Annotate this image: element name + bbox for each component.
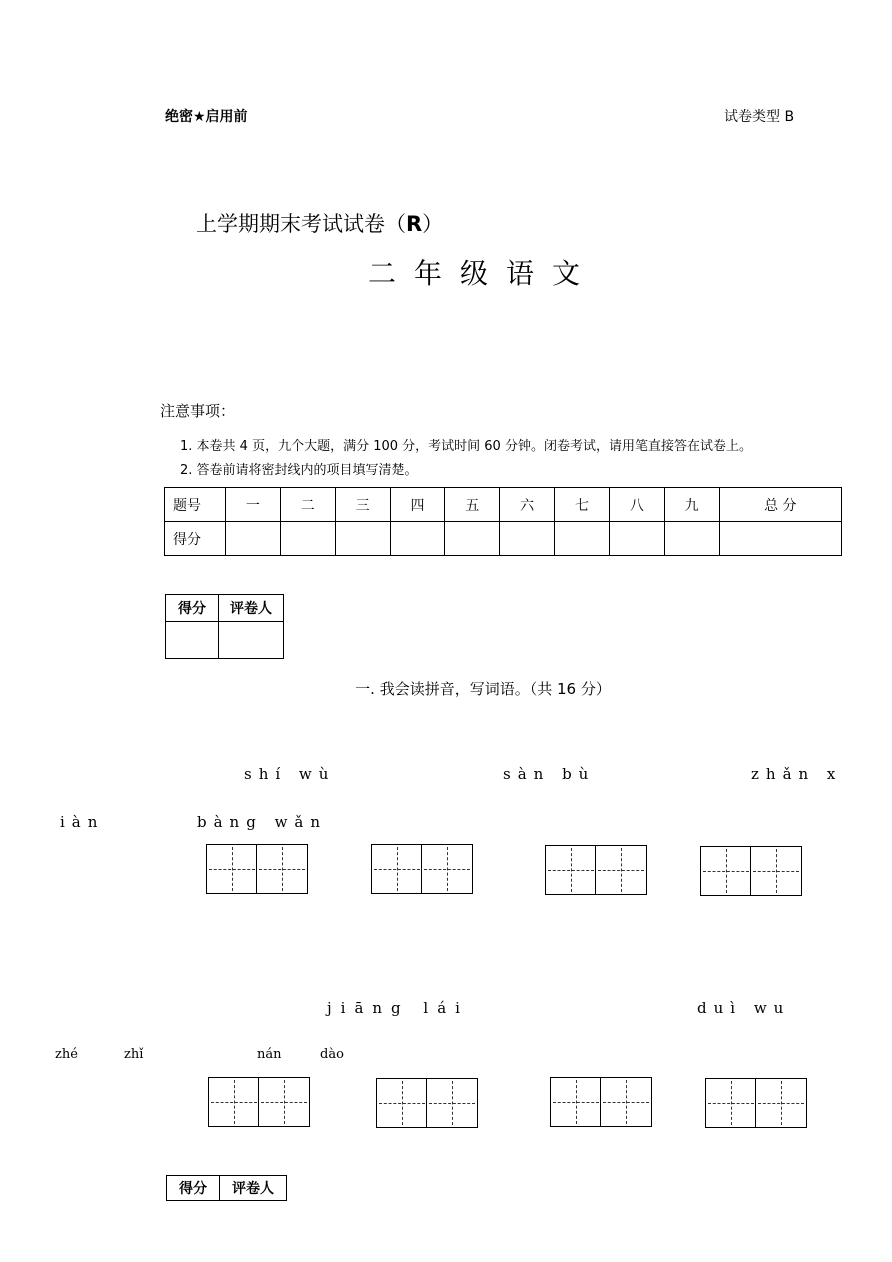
paper-type-label: 试卷类型 B [724, 109, 795, 125]
score-cell[interactable] [500, 522, 555, 556]
score-cell[interactable] [445, 522, 500, 556]
pinyin-bangwan: bàng wǎn [197, 813, 328, 831]
writing-box[interactable] [545, 845, 647, 895]
question-number-label: 题号 [165, 488, 226, 522]
col-1: 一 [226, 488, 281, 522]
score-table [164, 487, 842, 556]
pinyin-nandao-1: nán [257, 1047, 282, 1062]
grader-name-cell[interactable] [219, 622, 284, 659]
subject-title: 二年级语文 [367, 257, 598, 290]
col-6: 六 [500, 488, 555, 522]
score-table-score-row [165, 522, 842, 556]
grader-box-2 [166, 1175, 287, 1201]
exam-title-variant: R [406, 212, 423, 236]
grader-score-label: 得分 [166, 595, 219, 622]
writing-box[interactable] [550, 1077, 652, 1127]
writing-box[interactable] [208, 1077, 310, 1127]
score-cell[interactable] [664, 522, 719, 556]
grader-name-label: 评卷人 [219, 595, 284, 622]
confidential-label: 绝密★启用前 [165, 109, 248, 125]
writing-box[interactable] [371, 844, 473, 894]
score-cell[interactable] [335, 522, 390, 556]
pinyin-zhezhi-2: zhǐ [124, 1047, 144, 1062]
col-5: 五 [445, 488, 500, 522]
col-8: 八 [609, 488, 664, 522]
writing-box[interactable] [376, 1078, 478, 1128]
writing-box[interactable] [206, 844, 308, 894]
pinyin-nandao-2: dào [320, 1047, 344, 1062]
pinyin-duiwu: duì wu [697, 999, 791, 1017]
col-9: 九 [664, 488, 719, 522]
col-4: 四 [390, 488, 445, 522]
grader-score-cell[interactable] [166, 622, 219, 659]
col-total: 总 分 [719, 488, 841, 522]
exam-title-close: ） [422, 212, 444, 236]
grader-score-label: 得分 [167, 1176, 220, 1201]
score-table-header-row [165, 488, 842, 522]
pinyin-zhezhi-1: zhé [55, 1047, 78, 1062]
col-7: 七 [555, 488, 610, 522]
score-cell[interactable] [719, 522, 841, 556]
pinyin-zhanxian-part2: iàn [60, 813, 105, 831]
score-cell[interactable] [609, 522, 664, 556]
score-cell[interactable] [555, 522, 610, 556]
col-2: 二 [280, 488, 335, 522]
grader-box [165, 594, 284, 659]
section-1-heading: 一. 我会读拼音，写词语。（共 16 分） [355, 680, 611, 698]
col-3: 三 [335, 488, 390, 522]
notice-item-2: 2. 答卷前请将密封线内的项目填写清楚。 [180, 463, 418, 478]
score-cell[interactable] [390, 522, 445, 556]
exam-title [196, 208, 443, 238]
pinyin-shiwu: shí wù [244, 765, 336, 783]
score-cell[interactable] [280, 522, 335, 556]
grader-name-label: 评卷人 [220, 1176, 287, 1201]
notice-heading: 注意事项： [160, 402, 236, 420]
pinyin-jianglai: jiāng lái [327, 999, 469, 1017]
pinyin-zhanxian-part1: zhǎn x [751, 765, 843, 783]
writing-box[interactable] [705, 1078, 807, 1128]
writing-box[interactable] [700, 846, 802, 896]
notice-item-1: 1. 本卷共 4 页，九个大题，满分 100 分，考试时间 60 分钟。闭卷考试，请用笔直接答在试卷上。 [180, 439, 752, 454]
pinyin-sanbu: sàn bù [503, 765, 596, 783]
score-label: 得分 [165, 522, 226, 556]
exam-title-main: 上学期期末考试试卷（ [196, 212, 406, 236]
score-cell[interactable] [226, 522, 281, 556]
